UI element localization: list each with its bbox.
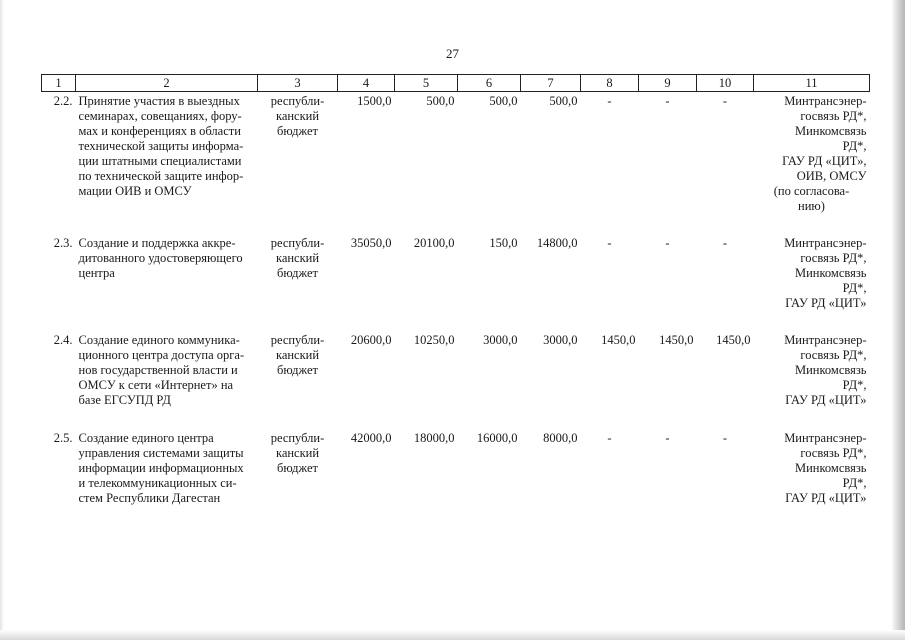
- executor-line: ГАУ РД «ЦИТ»: [785, 295, 867, 310]
- executor-line: Минкомсвязь: [794, 265, 867, 280]
- measure-name-line: дитованного удостоверяющего: [78, 250, 243, 265]
- executor-line: (по согласова-: [773, 184, 850, 198]
- amount-year: 10250,0: [413, 332, 455, 347]
- executor: [754, 429, 870, 549]
- program-table: [41, 74, 870, 549]
- measure-name-line: и телекоммуникационных си-: [78, 475, 237, 490]
- page-number: 27: [446, 46, 459, 61]
- executor-line: РД*,: [842, 377, 867, 392]
- measure-name-line: нов государственной власти и: [78, 362, 238, 377]
- executor-line: Минкомсвязь: [794, 362, 867, 377]
- table-row: [42, 92, 870, 234]
- scan-edge-bottom: [0, 630, 905, 640]
- executor-line: Минтрансэнер-: [784, 94, 867, 108]
- amount-year: -: [665, 94, 670, 108]
- funding-source-line: республи-: [270, 235, 325, 250]
- executor-line: Минкомсвязь: [794, 124, 867, 138]
- amount-year: 8000,0: [543, 430, 578, 445]
- funding-source-line: бюджет: [277, 265, 318, 280]
- col-header-4: 4: [338, 75, 395, 92]
- executor-line: госвязь РД*,: [800, 347, 867, 362]
- measure-name-line: центра: [78, 265, 115, 280]
- executor-line: ОИВ, ОМСУ: [796, 169, 867, 183]
- col-header-6: 6: [458, 75, 521, 92]
- amount-total: 35050,0: [350, 235, 392, 250]
- table-row: [42, 429, 870, 549]
- amount-year: -: [607, 235, 612, 250]
- measure-name: [76, 234, 258, 331]
- row-number: 2.3.: [53, 235, 73, 250]
- measure-name: [76, 429, 258, 549]
- amount-year: -: [722, 94, 728, 108]
- amount-total: 1500,0: [357, 94, 392, 108]
- measure-name-line: Создание единого коммуника-: [78, 332, 240, 347]
- executor-line: госвязь РД*,: [800, 250, 867, 265]
- measure-name-line: ОМСУ к сети «Интернет» на: [78, 377, 234, 392]
- amount-year: -: [607, 94, 612, 108]
- measure-name-line: мах и конференциях в области: [78, 124, 241, 138]
- executor-line: нию): [798, 199, 825, 213]
- row-number: 2.4.: [53, 332, 73, 347]
- measure-name-line: семинарах, совещаниях, фору-: [78, 109, 242, 123]
- executor: [754, 234, 870, 331]
- row-number: 2.2.: [53, 94, 73, 108]
- measure-name-line: Создание единого центра: [78, 430, 214, 445]
- executor-line: Минкомсвязь: [794, 460, 867, 475]
- funding-source-line: канский: [275, 109, 320, 123]
- funding-source: [258, 234, 338, 331]
- funding-source-line: бюджет: [277, 362, 318, 377]
- amount-year: 20100,0: [413, 235, 455, 250]
- amount-year: 18000,0: [413, 430, 455, 445]
- measure-name-line: ционного центра доступа орга-: [78, 347, 245, 362]
- amount-year: -: [722, 235, 728, 250]
- scan-edge-left: [0, 0, 4, 640]
- amount-total: 42000,0: [350, 430, 392, 445]
- col-header-8: 8: [581, 75, 639, 92]
- col-header-2: 2: [76, 75, 258, 92]
- funding-source-line: бюджет: [277, 124, 318, 138]
- measure-name-line: базе ЕГСУПД РД: [78, 392, 171, 407]
- measure-name-line: Создание и поддержка аккре-: [78, 235, 236, 250]
- measure-name-line: стем Республики Дагестан: [78, 490, 221, 505]
- executor-line: РД*,: [842, 475, 867, 490]
- amount-year: 1450,0: [601, 332, 636, 347]
- col-header-10: 10: [697, 75, 754, 92]
- amount-year: 500,0: [549, 94, 578, 108]
- scan-edge-right: [891, 0, 905, 640]
- measure-name-line: технической защиты информа-: [78, 139, 244, 153]
- measure-name-line: ции штатными специалистами: [78, 154, 242, 168]
- amount-year: 500,0: [426, 94, 455, 108]
- executor-line: РД*,: [842, 139, 867, 153]
- table-row: [42, 331, 870, 429]
- funding-source-line: канский: [275, 347, 320, 362]
- amount-year: -: [665, 235, 670, 250]
- funding-source-line: республи-: [270, 94, 325, 108]
- amount-year: -: [722, 430, 728, 445]
- funding-source: [258, 331, 338, 429]
- measure-name: [76, 331, 258, 429]
- col-header-9: 9: [639, 75, 697, 92]
- funding-source: [258, 429, 338, 549]
- measure-name: [76, 92, 258, 234]
- col-header-1: 1: [42, 75, 76, 92]
- funding-source-line: бюджет: [277, 460, 318, 475]
- col-header-3: 3: [258, 75, 338, 92]
- amount-year: 500,0: [489, 94, 518, 108]
- executor-line: ГАУ РД «ЦИТ»: [785, 490, 867, 505]
- funding-source: [258, 92, 338, 234]
- measure-name-line: по технической защите инфор-: [78, 169, 244, 183]
- amount-year: 1450,0: [716, 332, 751, 347]
- executor-line: госвязь РД*,: [800, 445, 867, 460]
- header-row: [42, 75, 870, 92]
- executor-line: ГАУ РД «ЦИТ»,: [782, 154, 867, 168]
- amount-total: 20600,0: [350, 332, 392, 347]
- amount-year: 150,0: [489, 235, 518, 250]
- measure-name-line: Принятие участия в выездных: [78, 94, 240, 108]
- executor: [754, 92, 870, 234]
- row-number: 2.5.: [53, 430, 73, 445]
- executor-line: Минтрансэнер-: [784, 430, 867, 445]
- amount-year: 3000,0: [543, 332, 578, 347]
- funding-source-line: республи-: [270, 332, 325, 347]
- funding-source-line: канский: [275, 250, 320, 265]
- amount-year: 16000,0: [476, 430, 518, 445]
- measure-name-line: информации информационных: [78, 460, 244, 475]
- executor-line: Минтрансэнер-: [784, 235, 867, 250]
- executor-line: ГАУ РД «ЦИТ»: [785, 392, 867, 407]
- funding-source-line: республи-: [270, 430, 325, 445]
- measure-name-line: мации ОИВ и ОМСУ: [78, 184, 192, 198]
- amount-year: -: [665, 430, 670, 445]
- funding-source-line: канский: [275, 445, 320, 460]
- col-header-7: 7: [521, 75, 581, 92]
- amount-year: 1450,0: [659, 332, 694, 347]
- executor: [754, 331, 870, 429]
- amount-year: 3000,0: [483, 332, 518, 347]
- amount-year: 14800,0: [536, 235, 578, 250]
- executor-line: Минтрансэнер-: [784, 332, 867, 347]
- table-row: [42, 234, 870, 331]
- measure-name-line: управления системами защиты: [78, 445, 244, 460]
- amount-year: -: [607, 430, 612, 445]
- executor-line: РД*,: [842, 280, 867, 295]
- executor-line: госвязь РД*,: [800, 109, 867, 123]
- col-header-5: 5: [395, 75, 458, 92]
- col-header-11: 11: [754, 75, 870, 92]
